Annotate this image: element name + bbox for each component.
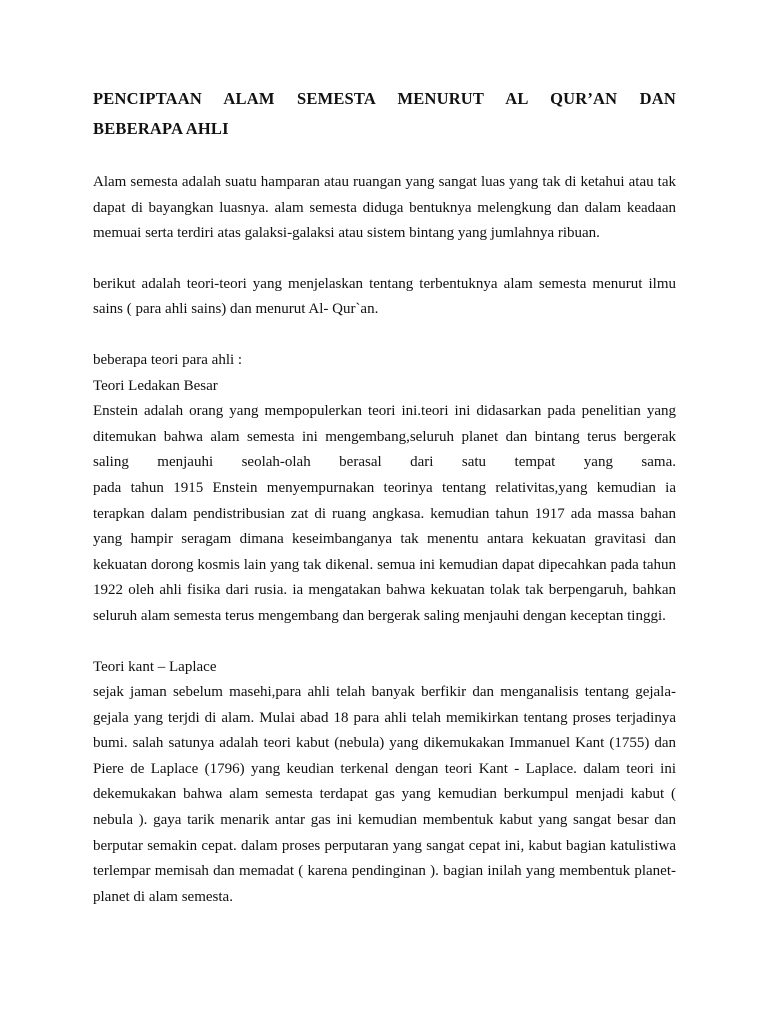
big-bang-heading: Teori Ledakan Besar <box>93 377 218 394</box>
big-bang-paragraph-2: pada tahun 1915 Enstein menyempurnakan teorinya tentang relativitas,yang kemudian ia terapkan dalam pendistribusian zat di ruang angkasa. kemudian tahun 1917 ada massa bahan yang hampir seragam dimana keseimbanganya tak menentu antara kekuatan gravitasi dan kekuatan dorong kosmis lain yang tak dikenal. semua ini kemudian dapat dipecahkan pada tahun 1922 oleh ahli fisika dari rusia. ia mengatakan bahwa kekuatan tolak tak berpengaruh, bahkan seluruh alam semesta terus mengembang dan bergerak saling menjauhi dengan keceptan tinggi. <box>93 479 676 624</box>
experts-label: beberapa teori para ahli : <box>93 351 243 368</box>
paragraph-gap <box>93 323 676 348</box>
big-bang-paragraph-1: Enstein adalah orang yang mempopulerkan teori ini.teori ini didasarkan pada penelitian yang ditemukan bahwa alam semesta ini mengembang,seluruh planet dan bintang terus bergerak saling menjauhi seolah-olah berasal dari satu tempat yang sama. <box>93 403 676 471</box>
theories-intro-paragraph: berikut adalah teori-teori yang menjelaskan tentang terbentuknya alam semesta menurut ilmu sains ( para ahli sains) dan menurut Al- Qur`an. <box>93 275 676 318</box>
paragraph-gap <box>93 247 676 272</box>
kant-laplace-paragraph: sejak jaman sebelum masehi,para ahli telah banyak berfikir dan menganalisis tentang gejala-gejala yang terjdi di alam. Mulai abad 18 para ahli telah memikirkan tentang proses terjadinya bumi. salah satunya adalah teori kabut (nebula) yang dikemukakan Immanuel Kant (1755) dan Piere de Laplace (1796) yang keudian terkenal dengan teori Kant - Laplace. dalam teori ini dekemukakan bahwa alam semesta terdapat gas yang kemudian berkumpul menjadi kabut ( nebula ). gaya tarik menarik antar gas ini kemudian membentuk kabut yang sangat besar dan berputar semakin cepat. dalam proses perputaran yang sangat cepat ini, kabut bagian katulistiwa terlempar memisah dan memadat ( karena pendinginan ). bagian inilah yang membentuk planet-planet di alam semesta. <box>93 684 676 905</box>
paragraph-gap <box>93 630 676 655</box>
title-line-1: PENCIPTAAN ALAM SEMESTA MENURUT AL QUR’AN DAN <box>93 89 676 108</box>
document-title <box>93 84 676 144</box>
intro-paragraph: Alam semesta adalah suatu hamparan atau ruangan yang sangat luas yang tak di ketahui atau tak dapat di bayangkan luasnya. alam semesta diduga bentuknya melengkung dan dalam keadaan memuai serta terdiri atas galaksi-galaksi atau sistem bintang yang jumlahnya ribuan. <box>93 174 676 242</box>
title-line-2: BEBERAPA AHLI <box>93 119 229 138</box>
kant-laplace-heading: Teori kant – Laplace <box>93 658 217 675</box>
